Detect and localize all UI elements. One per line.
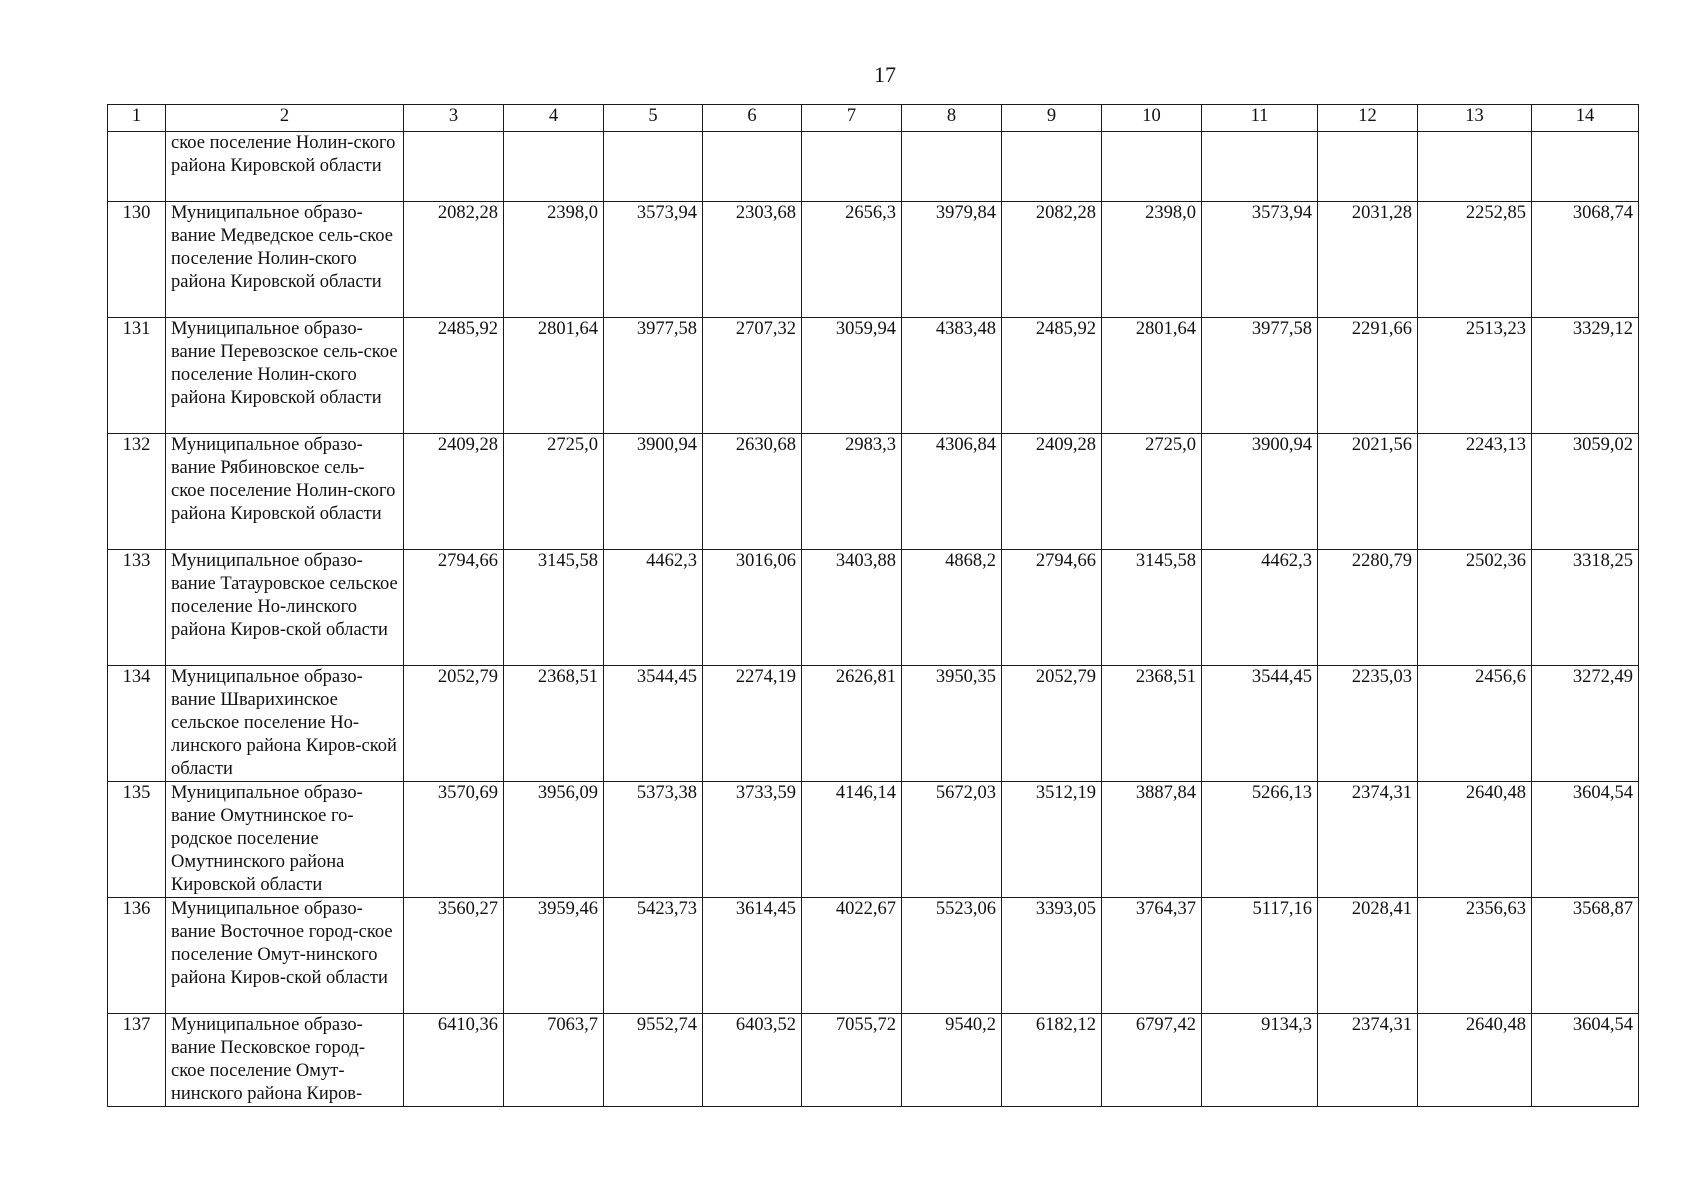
value-cell: 2028,41 — [1318, 898, 1418, 1014]
municipality-name: Муниципальное образо-вание Восточное город-ское поселение Омут-нинского района Киров-ской области — [166, 898, 404, 1014]
value-cell — [902, 132, 1002, 202]
value-cell — [1418, 132, 1532, 202]
value-cell: 3979,84 — [902, 202, 1002, 318]
value-cell: 2052,79 — [1002, 666, 1102, 782]
municipality-name: Муниципальное образо-вание Рябиновское сель-ское поселение Нолин-ского района Кировской области — [166, 434, 404, 550]
value-cell: 2303,68 — [703, 202, 802, 318]
value-cell: 3544,45 — [604, 666, 703, 782]
table-body — [108, 132, 1639, 1107]
value-cell — [802, 132, 902, 202]
value-cell: 7063,7 — [504, 1014, 604, 1107]
value-cell: 9540,2 — [902, 1014, 1002, 1107]
table-row — [108, 1014, 1639, 1107]
value-cell: 3900,94 — [1202, 434, 1318, 550]
value-cell: 4868,2 — [902, 550, 1002, 666]
column-header: 7 — [802, 105, 902, 132]
column-header: 6 — [703, 105, 802, 132]
value-cell: 2513,23 — [1418, 318, 1532, 434]
value-cell: 3977,58 — [604, 318, 703, 434]
value-cell: 5266,13 — [1202, 782, 1318, 898]
value-cell: 4146,14 — [802, 782, 902, 898]
value-cell: 3512,19 — [1002, 782, 1102, 898]
value-cell: 3604,54 — [1532, 1014, 1639, 1107]
row-number — [108, 132, 166, 202]
value-cell: 3403,88 — [802, 550, 902, 666]
value-cell: 2485,92 — [1002, 318, 1102, 434]
value-cell: 2409,28 — [1002, 434, 1102, 550]
value-cell — [404, 132, 504, 202]
value-cell — [1002, 132, 1102, 202]
value-cell: 2021,56 — [1318, 434, 1418, 550]
value-cell: 2374,31 — [1318, 1014, 1418, 1107]
value-cell: 2082,28 — [404, 202, 504, 318]
value-cell: 5117,16 — [1202, 898, 1318, 1014]
municipality-name: ское поселение Нолин-ского района Кировской области — [166, 132, 404, 202]
value-cell: 2502,36 — [1418, 550, 1532, 666]
column-header: 4 — [504, 105, 604, 132]
value-cell: 4462,3 — [1202, 550, 1318, 666]
value-cell: 2409,28 — [404, 434, 504, 550]
value-cell: 3016,06 — [703, 550, 802, 666]
value-cell: 2374,31 — [1318, 782, 1418, 898]
value-cell: 3956,09 — [504, 782, 604, 898]
value-cell: 3329,12 — [1532, 318, 1639, 434]
value-cell: 2368,51 — [1102, 666, 1202, 782]
value-cell: 2356,63 — [1418, 898, 1532, 1014]
value-cell: 3900,94 — [604, 434, 703, 550]
value-cell: 2398,0 — [1102, 202, 1202, 318]
value-cell: 2368,51 — [504, 666, 604, 782]
value-cell: 2801,64 — [1102, 318, 1202, 434]
value-cell — [1318, 132, 1418, 202]
value-cell: 3764,37 — [1102, 898, 1202, 1014]
value-cell: 2243,13 — [1418, 434, 1532, 550]
value-cell: 2801,64 — [504, 318, 604, 434]
value-cell: 7055,72 — [802, 1014, 902, 1107]
value-cell: 3560,27 — [404, 898, 504, 1014]
table-row — [108, 550, 1639, 666]
value-cell: 2235,03 — [1318, 666, 1418, 782]
value-cell: 2656,3 — [802, 202, 902, 318]
value-cell: 2291,66 — [1318, 318, 1418, 434]
value-cell: 2280,79 — [1318, 550, 1418, 666]
value-cell: 3145,58 — [1102, 550, 1202, 666]
table-row — [108, 132, 1639, 202]
table-row — [108, 666, 1639, 782]
column-header: 1 — [108, 105, 166, 132]
value-cell: 3604,54 — [1532, 782, 1639, 898]
table-header — [108, 105, 1639, 132]
value-cell: 3393,05 — [1002, 898, 1102, 1014]
value-cell: 4306,84 — [902, 434, 1002, 550]
value-cell: 2456,6 — [1418, 666, 1532, 782]
value-cell: 2725,0 — [1102, 434, 1202, 550]
value-cell: 3544,45 — [1202, 666, 1318, 782]
column-header: 5 — [604, 105, 703, 132]
value-cell — [604, 132, 703, 202]
column-header: 2 — [166, 105, 404, 132]
value-cell — [1202, 132, 1318, 202]
value-cell: 2398,0 — [504, 202, 604, 318]
municipality-name: Муниципальное образо-вание Песковское город-ское поселение Омут-нинского района Киров- — [166, 1014, 404, 1107]
value-cell: 6182,12 — [1002, 1014, 1102, 1107]
row-number: 135 — [108, 782, 166, 898]
column-header: 11 — [1202, 105, 1318, 132]
table-row — [108, 318, 1639, 434]
value-cell: 3573,94 — [1202, 202, 1318, 318]
value-cell: 3950,35 — [902, 666, 1002, 782]
value-cell — [1532, 132, 1639, 202]
municipality-name: Муниципальное образо-вание Омутнинское го-родское поселение Омутнинского района Кировской области — [166, 782, 404, 898]
column-header: 12 — [1318, 105, 1418, 132]
value-cell: 2640,48 — [1418, 1014, 1532, 1107]
value-cell: 3733,59 — [703, 782, 802, 898]
value-cell: 2031,28 — [1318, 202, 1418, 318]
value-cell: 5672,03 — [902, 782, 1002, 898]
value-cell: 3568,87 — [1532, 898, 1639, 1014]
value-cell: 2640,48 — [1418, 782, 1532, 898]
value-cell: 3059,94 — [802, 318, 902, 434]
column-header: 8 — [902, 105, 1002, 132]
value-cell: 9552,74 — [604, 1014, 703, 1107]
municipality-name: Муниципальное образо-вание Перевозское сель-ское поселение Нолин-ского района Кировской области — [166, 318, 404, 434]
column-header: 13 — [1418, 105, 1532, 132]
column-header: 3 — [404, 105, 504, 132]
value-cell: 2794,66 — [404, 550, 504, 666]
value-cell: 2725,0 — [504, 434, 604, 550]
value-cell: 2052,79 — [404, 666, 504, 782]
value-cell: 3573,94 — [604, 202, 703, 318]
value-cell: 4462,3 — [604, 550, 703, 666]
value-cell: 3318,25 — [1532, 550, 1639, 666]
column-header: 14 — [1532, 105, 1639, 132]
value-cell: 6797,42 — [1102, 1014, 1202, 1107]
value-cell: 2794,66 — [1002, 550, 1102, 666]
value-cell: 6410,36 — [404, 1014, 504, 1107]
value-cell: 5423,73 — [604, 898, 703, 1014]
page-number: 17 — [874, 62, 896, 87]
value-cell: 9134,3 — [1202, 1014, 1318, 1107]
value-cell: 2274,19 — [703, 666, 802, 782]
value-cell: 2630,68 — [703, 434, 802, 550]
table-row — [108, 434, 1639, 550]
column-header: 9 — [1002, 105, 1102, 132]
value-cell: 6403,52 — [703, 1014, 802, 1107]
value-cell: 2983,3 — [802, 434, 902, 550]
value-cell: 3272,49 — [1532, 666, 1639, 782]
table-row — [108, 202, 1639, 318]
municipality-name: Муниципальное образо-вание Татауровское сельское поселение Но-линского района Киров-ской области — [166, 550, 404, 666]
data-table — [107, 104, 1639, 1107]
municipality-name: Муниципальное образо-вание Шварихинское сельское поселение Но-линского района Киров-ской области — [166, 666, 404, 782]
value-cell — [1102, 132, 1202, 202]
value-cell: 5373,38 — [604, 782, 703, 898]
value-cell: 2252,85 — [1418, 202, 1532, 318]
column-header: 10 — [1102, 105, 1202, 132]
row-number: 137 — [108, 1014, 166, 1107]
row-number: 136 — [108, 898, 166, 1014]
value-cell — [504, 132, 604, 202]
value-cell: 3614,45 — [703, 898, 802, 1014]
value-cell: 2485,92 — [404, 318, 504, 434]
row-number: 134 — [108, 666, 166, 782]
municipality-name: Муниципальное образо-вание Медведское сель-ское поселение Нолин-ского района Кировской области — [166, 202, 404, 318]
row-number: 133 — [108, 550, 166, 666]
value-cell: 4022,67 — [802, 898, 902, 1014]
value-cell: 3977,58 — [1202, 318, 1318, 434]
row-number: 130 — [108, 202, 166, 318]
table-row — [108, 898, 1639, 1014]
value-cell: 3570,69 — [404, 782, 504, 898]
value-cell: 2626,81 — [802, 666, 902, 782]
value-cell: 3068,74 — [1532, 202, 1639, 318]
value-cell: 3959,46 — [504, 898, 604, 1014]
value-cell: 2082,28 — [1002, 202, 1102, 318]
value-cell: 4383,48 — [902, 318, 1002, 434]
value-cell: 3887,84 — [1102, 782, 1202, 898]
table-row — [108, 782, 1639, 898]
header-row — [108, 105, 1639, 132]
value-cell — [703, 132, 802, 202]
value-cell: 3059,02 — [1532, 434, 1639, 550]
row-number: 131 — [108, 318, 166, 434]
value-cell: 3145,58 — [504, 550, 604, 666]
value-cell: 5523,06 — [902, 898, 1002, 1014]
value-cell: 2707,32 — [703, 318, 802, 434]
row-number: 132 — [108, 434, 166, 550]
